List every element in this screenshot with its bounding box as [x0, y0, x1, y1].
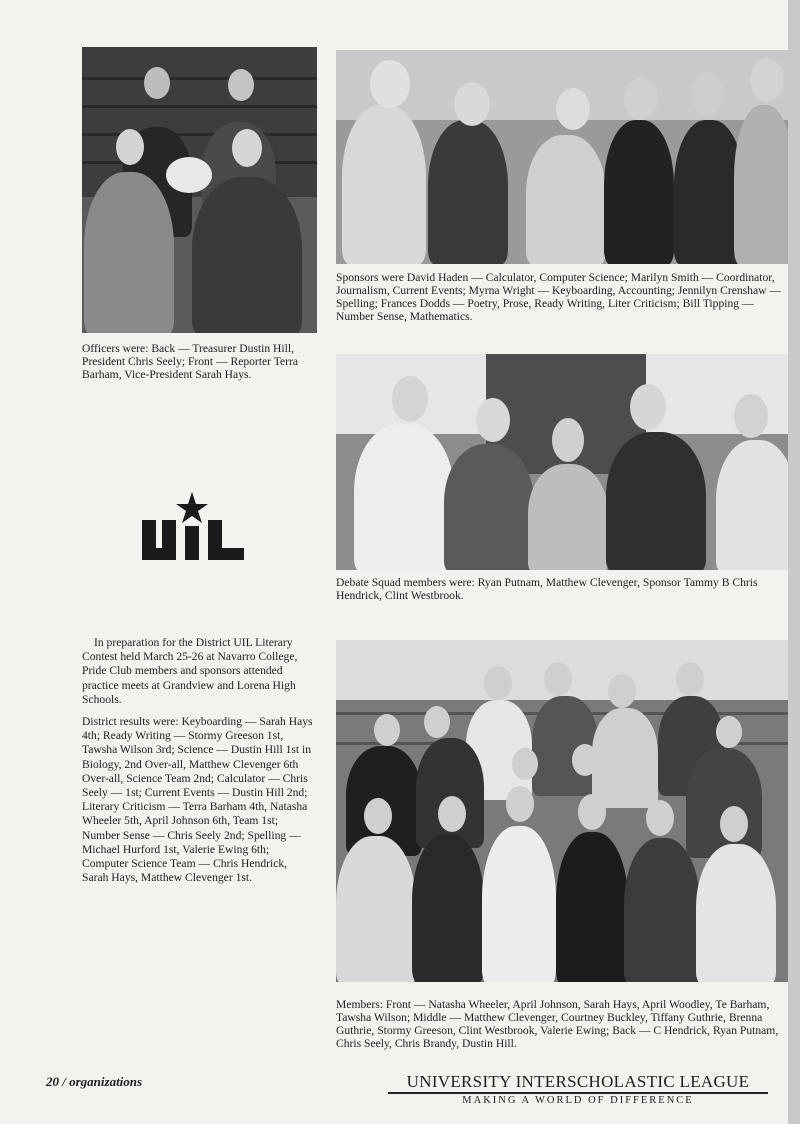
page-edge: [788, 0, 800, 1124]
page-folio: 20 / organizations: [46, 1074, 143, 1089]
league-tagline: MAKING A WORLD OF DIFFERENCE: [462, 1095, 694, 1106]
members-caption: Members: Front — Natasha Wheeler, April Johnson, Sarah Hays, April Woodley, Te Barham, Tawsha Wilson; Middle — Matthew Clevenger, Courtney Buckley, Tiffany Guthrie, Brenna Guthrie, Stormy Greeson, Clint Westbrook, Valerie Ewing; Back — C Hendrick, Ryan Putnam, Chris Seely, Chris Brandy, Dustin Hill.: [336, 998, 779, 1050]
debate-caption: Debate Squad members were: Ryan Putnam, Matthew Clevenger, Sponsor Tammy B Chris Hendrick, Clint Westbrook.: [336, 576, 758, 602]
article-body: [82, 636, 314, 893]
uil-logo: [140, 490, 250, 570]
sponsors-caption: Sponsors were David Haden — Calculator, Computer Science; Marilyn Smith — Coordinator, Journalism, Current Events; Myrna Wright — Keyboarding, Accounting; Jennilyn Crenshaw — Spelling; Frances Dodds — Poetry, Prose, Ready Writing, Liter Criticism; Bill Tipping — Number Sense, Mathematics.: [336, 271, 781, 323]
officers-photo: [82, 47, 317, 333]
members-photo: [336, 640, 788, 982]
sponsors-photo: [336, 50, 788, 264]
debate-photo: [336, 354, 788, 570]
league-banner: [388, 1072, 768, 1106]
results-paragraph: District results were: Keyboarding — Sarah Hays 4th; Ready Writing — Stormy Greeson 1st, Tawsha Wilson 3rd; Science — Dustin Hill 1st in Biology, 2nd Over-all, Matthew Clevenger 6th Over-all, Science Team 2nd; Calculator — Chris Seely — 1st; Current Events — Dustin Hill 2nd; Literary Criticism — Terra Barham 4th, Natasha Wheeler 5th, April Johnson 6th, Team 1st; Number Sense — Chris Seely 2nd; Spelling — Michael Hurford 1st, Valerie Ewing 6th; Computer Science Team — Chris Hendrick, Sarah Hays, Matthew Clevenger 1st.: [82, 715, 313, 885]
intro-paragraph: In preparation for the District UIL Literary Contest held March 25-26 at Navarro College, Pride Club members and sponsors attended practice meets at Grandview and Lorena High Schools.: [82, 636, 298, 706]
league-name: UNIVERSITY INTERSCHOLASTIC LEAGUE: [388, 1072, 768, 1094]
officers-caption: Officers were: Back — Treasurer Dustin Hill, President Chris Seely; Front — Reporter Terra Barham, Vice-President Sarah Hays.: [82, 342, 298, 381]
